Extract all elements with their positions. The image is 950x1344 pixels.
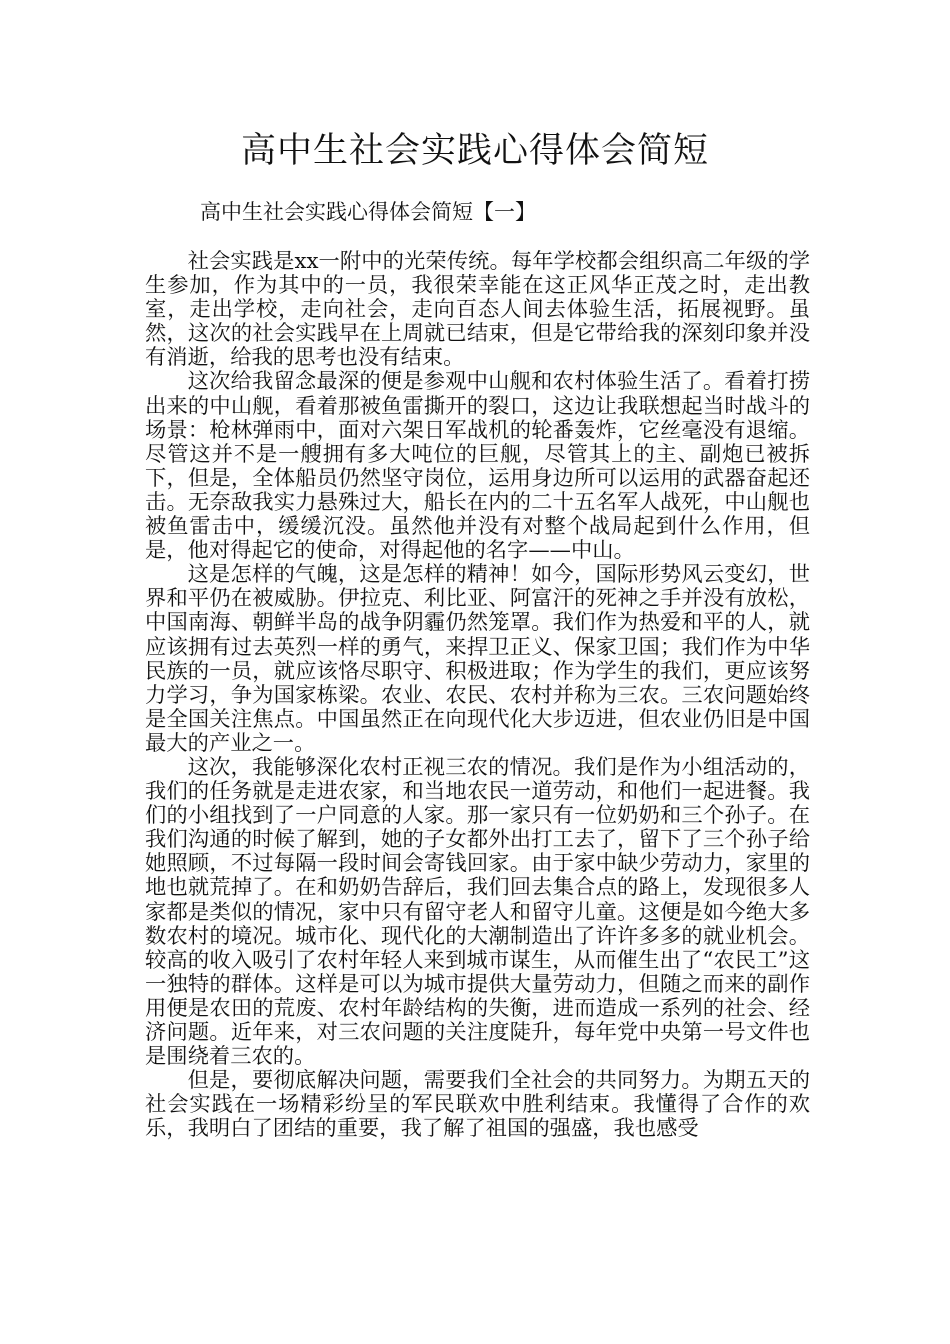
document-title: 高中生社会实践心得体会简短	[240, 131, 709, 171]
paragraph: 这次给我留念最深的便是参观中山舰和农村体验生活了。看着打捞出来的中山舰，看着那被鱼雷撕开的裂口，这边让我联想起当时战斗的场景：枪林弹雨中，面对六架日军战机的轮番轰炸，它丝毫没有退缩。尽管这并不是一艘拥有多大吨位的巨舰，尽管其上的主、副炮已被拆下，但是，全体船员仍然坚守岗位，运用身边所可以运用的武器奋起还击。无奈敌我实力悬殊过大，船长在内的二十五名军人战死，中山舰也被鱼雷击中，缓缓沉没。虽然他并没有对整个战局起到什么作用，但是，他对得起它的使命，对得起他的名字——中山。	[145, 369, 810, 564]
paragraph: 社会实践是xx一附中的光荣传统。每年学校都会组织高二年级的学生参加，作为其中的一员，我很荣幸能在这正风华正茂之时，走出教室，走出学校，走向社会，走向百态人间去体验生活，拓展视野。虽然，这次的社会实践早在上周就已结束，但是它带给我的深刻印象并没有消逝，给我的思考也没有结束。	[145, 249, 810, 371]
document-body	[145, 250, 810, 1141]
paragraph: 这次，我能够深化农村正视三农的情况。我们是作为小组活动的，我们的任务就是走进农家，和当地农民一道劳动，和他们一起进餐。我们的小组找到了一户同意的人家。那一家只有一位奶奶和三个孙子。在我们沟通的时候了解到，她的子女都外出打工去了，留下了三个孙子给她照顾，不过每隔一段时间会寄钱回家。由于家中缺少劳动力，家里的地也就荒掉了。在和奶奶告辞后，我们回去集合点的路上，发现很多人家都是类似的情况，家中只有留守老人和留守儿童。这便是如今绝大多数农村的境况。城市化、现代化的大潮制造出了许许多多的就业机会。较高的收入吸引了农村年轻人来到城市谋生，从而催生出了“农民工”这一独特的群体。这样是可以为城市提供大量劳动力，但随之而来的副作用便是农田的荒废、农村年龄结构的失衡，进而造成一系列的社会、经济问题。近年来，对三农问题的关注度陡升，每年党中央第一号文件也是围绕着三农的。	[145, 754, 810, 1070]
section-heading: 高中生社会实践心得体会简短【一】	[200, 200, 536, 224]
paragraph: 但是，要彻底解决问题，需要我们全社会的共同努力。为期五天的社会实践在一场精彩纷呈的军民联欢中胜利结束。我懂得了合作的欢乐，我明白了团结的重要，我了解了祖国的强盛，我也感受	[145, 1068, 810, 1142]
paragraph: 这是怎样的气魄，这是怎样的精神！如今，国际形势风云变幻，世界和平仍在被威胁。伊拉克、利比亚、阿富汗的死神之手并没有放松，中国南海、朝鲜半岛的战争阴霾仍然笼罩。我们作为热爱和平的人，就应该拥有过去英烈一样的勇气，来捍卫正义、保家卫国；我们作为中华民族的一员，就应该恪尽职守、积极进取；作为学生的我们，更应该努力学习，争为国家栋梁。农业、农民、农村并称为三农。三农问题始终是全国关注焦点。中国虽然正在向现代化大步迈进，但农业仍旧是中国最大的产业之一。	[145, 562, 810, 756]
